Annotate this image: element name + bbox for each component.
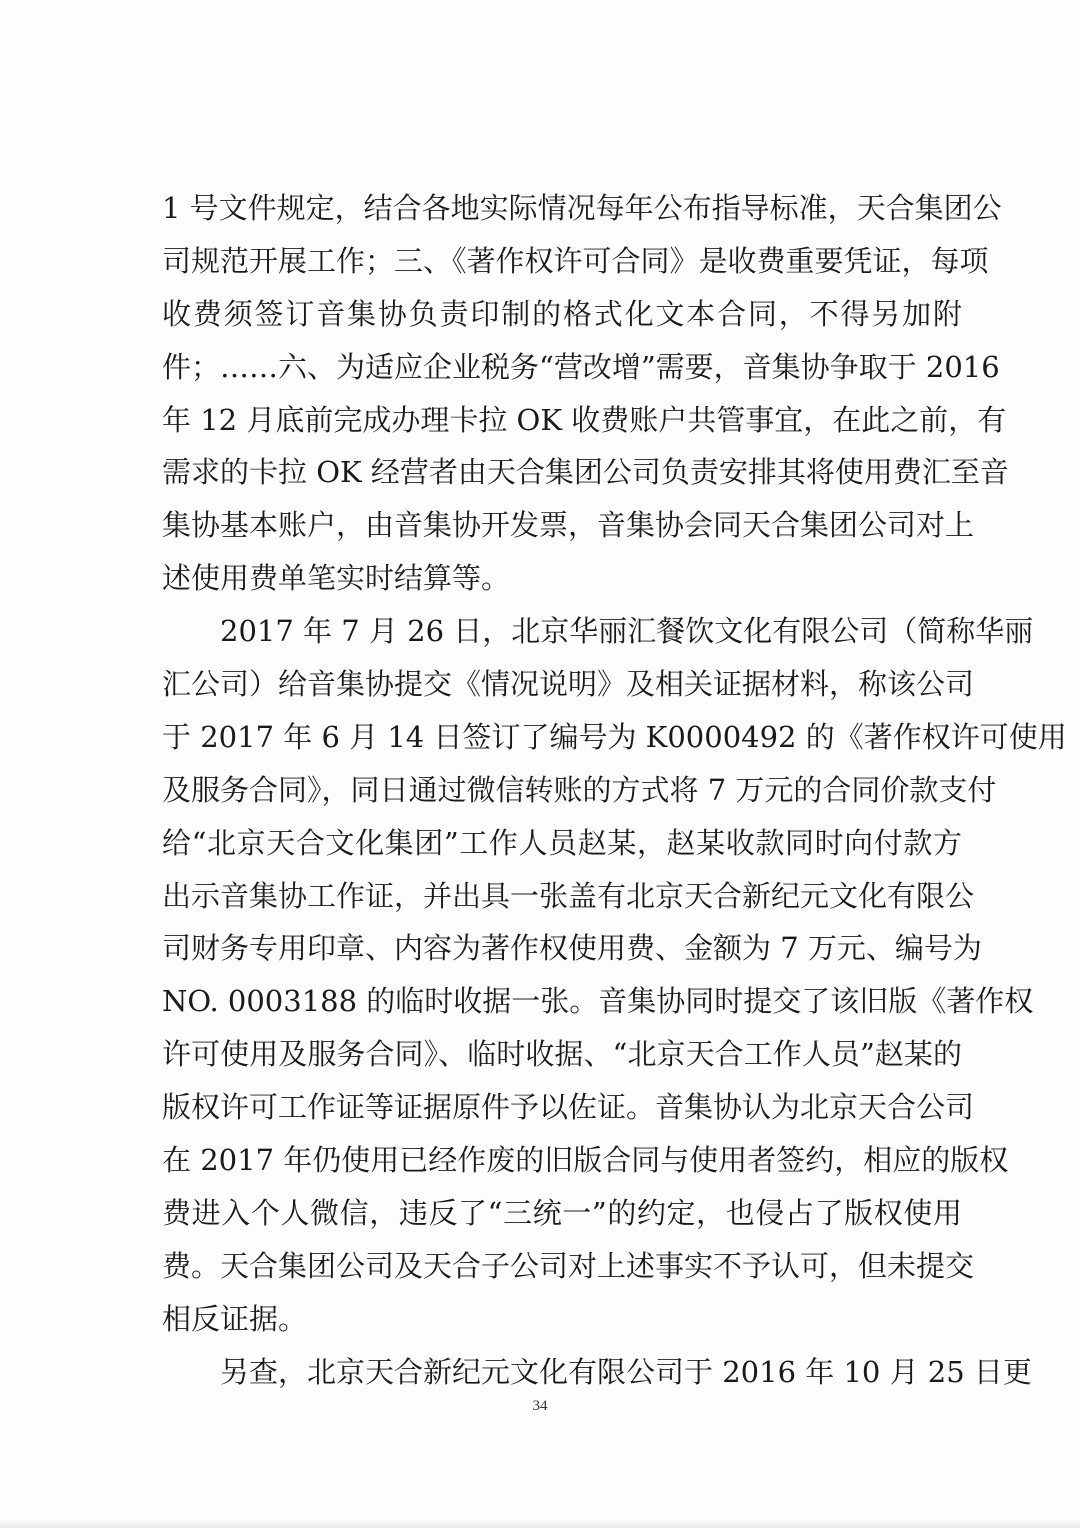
text-line: 1 号文件规定，结合各地实际情况每年公布指导标准，天合集团公 — [162, 191, 1002, 225]
text-line: 出示音集协工作证，并出具一张盖有北京天合新纪元文化有限公 — [162, 878, 975, 913]
text-line: 集协基本账户，由音集协开发票，音集协会同天合集团公司对上 — [162, 508, 975, 543]
text-line: 版权许可工作证等证据原件予以佐证。音集协认为北京天合公司 — [162, 1090, 975, 1125]
text-line: 件；……六、为适应企业税务“营改增”需要，音集协争取于 2016 — [162, 349, 1000, 384]
page-bottom-edge — [0, 1518, 1080, 1528]
text-line: 述使用费单笔实时结算等。 — [162, 561, 511, 596]
text-line: 另查，北京天合新纪元文化有限公司于 2016 年 10 月 25 日更 — [220, 1354, 1032, 1389]
text-line: 汇公司）给音集协提交《情况说明》及相关证据材料，称该公司 — [162, 667, 975, 702]
text-line: 许可使用及服务合同》、临时收据、“北京天合工作人员”赵某的 — [162, 1037, 962, 1072]
text-line: 给“北京天合文化集团”工作人员赵某，赵某收款同时向付款方 — [162, 825, 962, 860]
text-line: 及服务合同》，同日通过微信转账的方式将 7 万元的合同价款支付 — [162, 772, 997, 807]
page-number: 34 — [532, 1398, 548, 1414]
text-line: 收费须签订音集协负责印制的格式化文本合同，不得另加附 — [162, 296, 962, 331]
text-line: 年 12 月底前完成办理卡拉 OK 收费账户共管事宜，在此之前，有 — [162, 402, 1007, 437]
text-line: NO. 0003188 的临时收据一张。音集协同时提交了该旧版《著作权 — [162, 984, 1034, 1019]
text-line: 相反证据。 — [162, 1301, 308, 1336]
text-line: 需求的卡拉 OK 经营者由天合集团公司负责安排其将使用费汇至音 — [162, 455, 1009, 490]
text-line: 于 2017 年 6 月 14 日签订了编号为 K0000492 的《著作权许可使用 — [162, 719, 1067, 754]
document-body-text — [162, 182, 1067, 1398]
text-line: 费进入个人微信，违反了“三统一”的约定，也侵占了版权使用 — [162, 1195, 962, 1230]
text-line: 2017 年 7 月 26 日，北京华丽汇餐饮文化有限公司（简称华丽 — [220, 614, 1034, 649]
text-line: 司财务专用印章、内容为著作权使用费、金额为 7 万元、编号为 — [162, 931, 982, 966]
text-line: 在 2017 年仍使用已经作废的旧版合同与使用者签约，相应的版权 — [162, 1143, 1009, 1178]
text-line: 费。天合集团公司及天合子公司对上述事实不予认可，但未提交 — [162, 1248, 975, 1283]
text-line: 司规范开展工作；三、《著作权许可合同》是收费重要凭证，每项 — [162, 243, 989, 278]
